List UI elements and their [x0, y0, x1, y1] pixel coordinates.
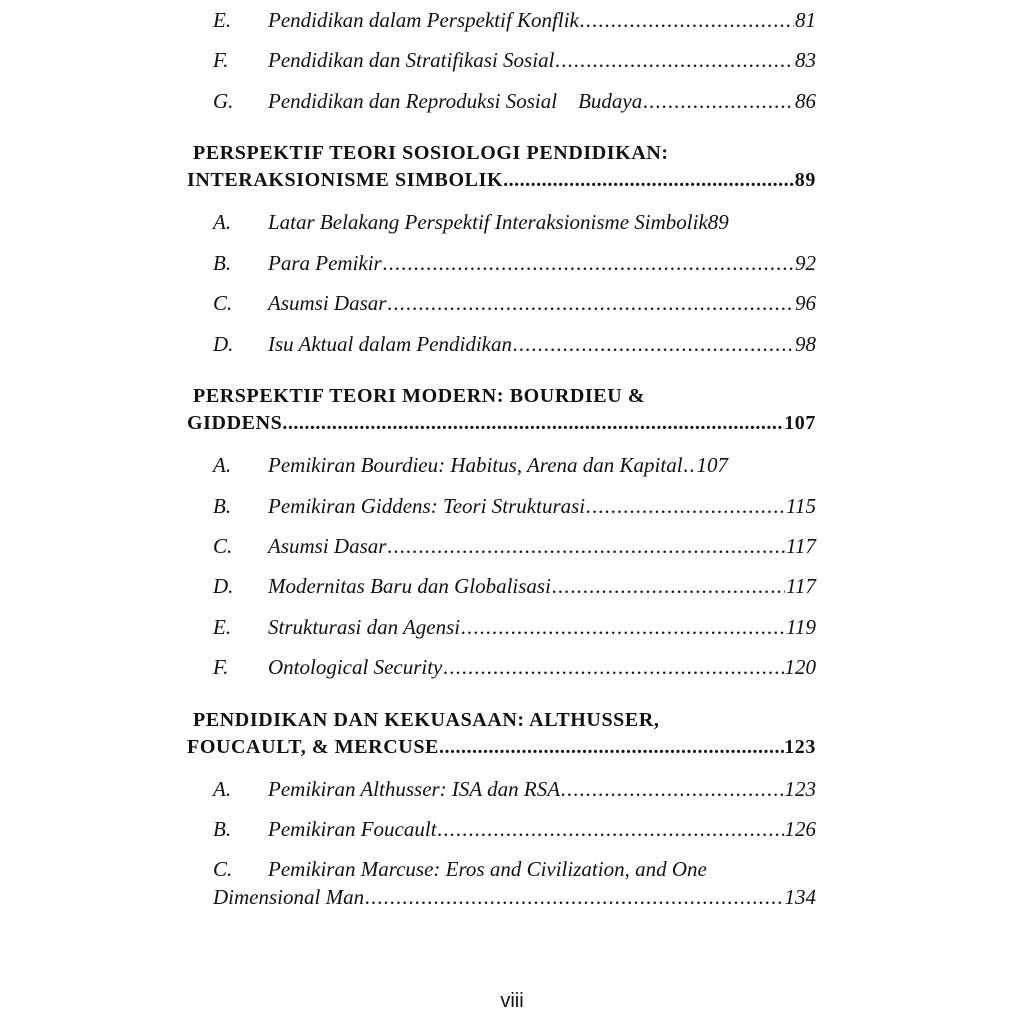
entry-letter: A.	[213, 453, 232, 477]
toc-entry[interactable]	[213, 289, 816, 317]
entry-letter: G.	[213, 89, 234, 113]
entry-title: Pemikiran Giddens: Teori Strukturasi	[268, 494, 586, 518]
toc-entry[interactable]	[213, 492, 816, 520]
entry-title: Pendidikan dalam Perspektif Konflik	[268, 8, 579, 32]
entry-page: 96	[795, 291, 816, 315]
toc-entry[interactable]	[213, 855, 816, 911]
toc-entry[interactable]	[213, 249, 816, 277]
entry-title: Pemikiran Althusser: ISA dan RSA	[268, 777, 561, 801]
entry-page: 119	[786, 615, 816, 639]
dot-leader	[555, 46, 794, 74]
chapter-page: 89	[794, 169, 816, 191]
entry-page: 92	[795, 251, 816, 275]
chapter-page: 107	[784, 412, 816, 434]
entry-page: 120	[784, 655, 816, 679]
entry-page: 86	[795, 89, 816, 113]
entry-page: 81	[795, 8, 816, 32]
entry-title: Asumsi Dasar	[268, 534, 387, 558]
entry-title: Pemikiran Bourdieu: Habitus, Arena dan Kapital	[268, 453, 683, 477]
dot-leader	[387, 532, 785, 560]
chapter-title-line2: FOUCAULT, & MERCUSE	[187, 736, 439, 758]
toc-entry[interactable]	[213, 532, 816, 560]
entry-title: Latar Belakang Perspektif Interaksionisme Simbolik	[268, 210, 708, 234]
entry-page: 89	[707, 210, 729, 234]
entry-page: 134	[784, 885, 816, 909]
entry-letter: C.	[213, 534, 233, 558]
toc-entry[interactable]	[213, 46, 816, 74]
entry-letter: F.	[213, 655, 229, 679]
dot-leader	[586, 492, 785, 520]
dot-leader	[552, 572, 785, 600]
dot-leader	[561, 775, 783, 803]
entry-letter: E.	[213, 8, 232, 32]
entry-title: Pendidikan dan Stratifikasi Sosial	[268, 48, 555, 72]
chapter-title-line1: PERSPEKTIF TEORI MODERN: BOURDIEU &	[193, 385, 646, 407]
entry-page: 115	[786, 494, 816, 518]
dot-leader	[684, 451, 696, 479]
entry-page: 117	[786, 574, 816, 598]
page-number: viii	[500, 990, 524, 1012]
entry-page: 126	[784, 817, 816, 841]
entry-title: Isu Aktual dalam Pendidikan	[268, 332, 512, 356]
entry-letter: C.	[213, 857, 233, 881]
entry-letter: C.	[213, 291, 233, 315]
dot-leader	[443, 653, 783, 681]
entry-page: 117	[786, 534, 816, 558]
entry-letter: D.	[213, 332, 234, 356]
entry-letter: F.	[213, 48, 229, 72]
chapter-title-line2: INTERAKSIONISME SIMBOLIK	[187, 169, 504, 191]
toc-entry[interactable]	[213, 451, 816, 479]
chapter-title-line1: PERSPEKTIF TEORI SOSIOLOGI PENDIDIKAN:	[193, 142, 669, 164]
toc-entry[interactable]	[213, 653, 816, 681]
chapter-title-line1: PENDIDIKAN DAN KEKUASAAN: ALTHUSSER,	[193, 709, 660, 731]
entry-title-line1: Pemikiran Marcuse: Eros and Civilization, and One	[268, 857, 707, 881]
entry-title: Para Pemikir	[268, 251, 382, 275]
dot-leader	[438, 815, 784, 843]
dot-leader	[282, 410, 784, 437]
toc-entry[interactable]	[213, 775, 816, 803]
toc-entry[interactable]	[213, 815, 816, 843]
dot-leader	[643, 87, 794, 115]
entry-letter: A.	[213, 210, 232, 234]
entry-title: Asumsi Dasar	[268, 291, 387, 315]
dot-leader	[580, 6, 794, 34]
entry-title: Strukturasi dan Agensi	[268, 615, 461, 639]
entry-letter: A.	[213, 777, 232, 801]
toc-entry[interactable]	[213, 613, 816, 641]
toc-entry[interactable]	[213, 87, 816, 115]
entry-page: 98	[795, 332, 816, 356]
entry-letter: B.	[213, 494, 232, 518]
chapter-heading[interactable]	[187, 140, 816, 194]
dot-leader	[461, 613, 785, 641]
entry-letter: D.	[213, 574, 234, 598]
dot-leader	[387, 289, 794, 317]
entry-title: Ontological Security	[268, 655, 443, 679]
entry-page: 123	[784, 777, 816, 801]
dot-leader	[383, 249, 794, 277]
entry-letter: B.	[213, 251, 232, 275]
toc-entry[interactable]	[213, 330, 816, 358]
entry-page: 83	[795, 48, 816, 72]
entry-title-line2: Dimensional Man	[213, 885, 365, 909]
chapter-heading[interactable]	[187, 707, 816, 761]
entry-title: Pendidikan dan Reproduksi Sosial Budaya	[268, 89, 643, 113]
dot-leader	[503, 167, 795, 194]
chapter-heading[interactable]	[187, 383, 816, 437]
toc-entry[interactable]	[213, 572, 816, 600]
chapter-page: 123	[784, 736, 816, 758]
dot-leader	[365, 883, 783, 911]
chapter-title-line2: GIDDENS	[187, 412, 283, 434]
toc-entry[interactable]	[213, 208, 816, 236]
entry-title: Modernitas Baru dan Globalisasi	[268, 574, 551, 598]
dot-leader	[513, 330, 794, 358]
toc-entry[interactable]	[213, 6, 816, 34]
entry-title: Pemikiran Foucault	[268, 817, 437, 841]
entry-letter: B.	[213, 817, 232, 841]
dot-leader	[439, 734, 784, 761]
entry-letter: E.	[213, 615, 232, 639]
entry-page: 107	[696, 453, 729, 477]
